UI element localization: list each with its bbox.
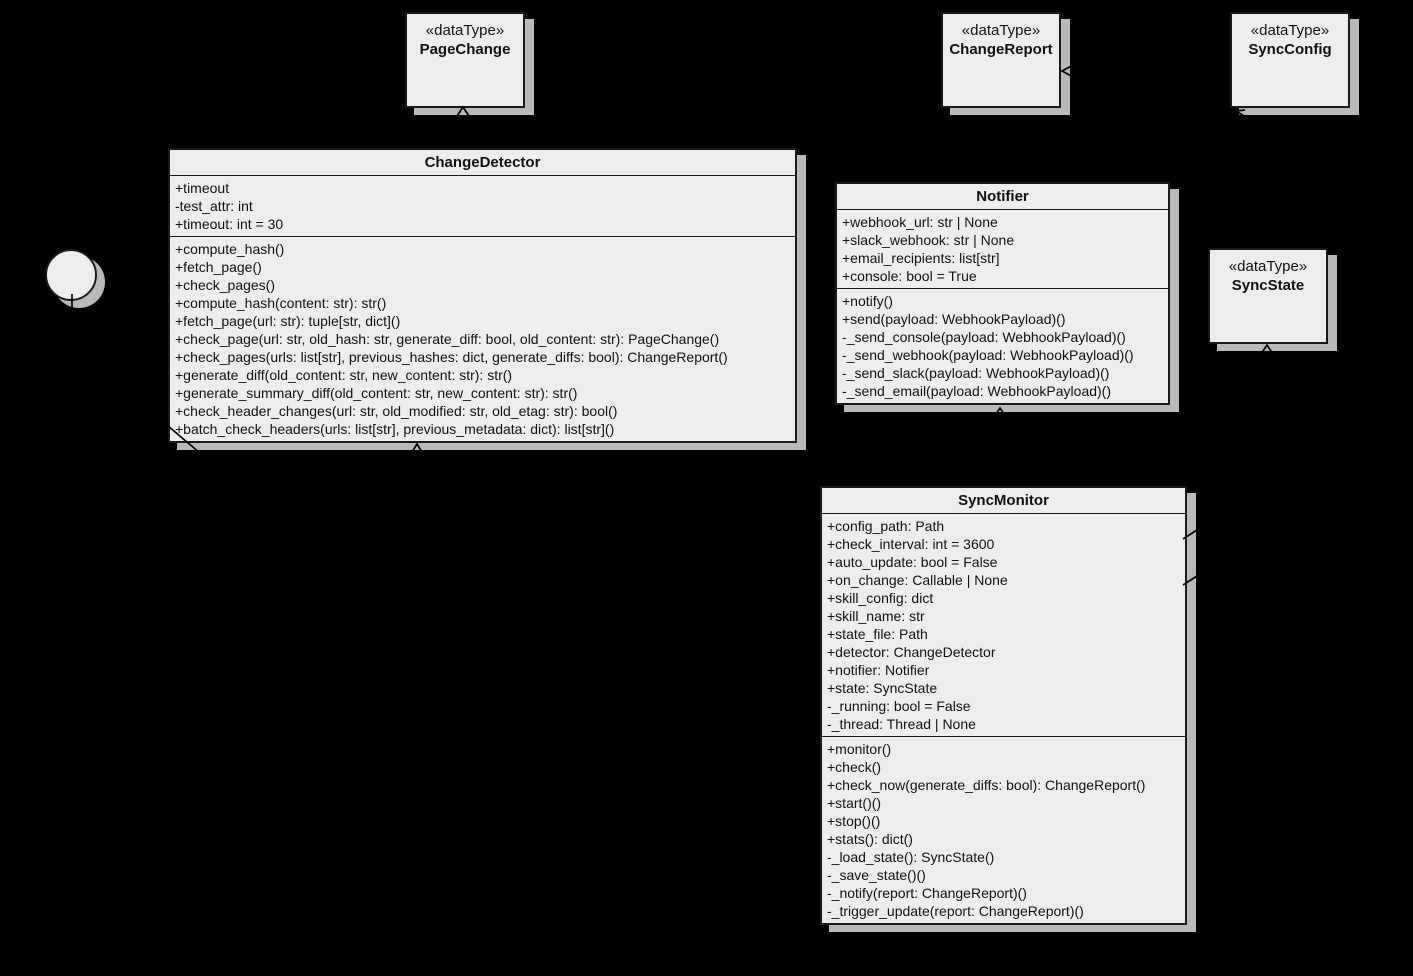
datatype-pagechange[interactable] <box>405 12 525 108</box>
attributes-compartment <box>822 514 1185 736</box>
datatype-syncconfig[interactable] <box>1230 12 1350 108</box>
member-line: -_running: bool = False <box>827 698 971 714</box>
member-line: +stats(): dict() <box>827 831 913 847</box>
member-line: +check_page(url: str, old_hash: str, generate_diff: bool, old_content: str): PageChange() <box>175 331 720 347</box>
member-line: +notifier: Notifier <box>827 662 930 678</box>
member-line: +console: bool = True <box>842 268 977 284</box>
member-line: -_notify(report: ChangeReport)() <box>827 885 1027 901</box>
member-line: +slack_webhook: str | None <box>842 232 1015 248</box>
member-line: +state_file: Path <box>827 626 928 642</box>
methods-compartment <box>837 288 1168 403</box>
member-line: +start()() <box>827 795 882 811</box>
member-line: +monitor() <box>827 741 892 757</box>
dependency-arrowhead-icon <box>992 408 1008 420</box>
member-line: +compute_hash(content: str): str() <box>175 295 387 311</box>
member-line: +auto_update: bool = False <box>827 554 998 570</box>
member-line: +skill_name: str <box>827 608 925 624</box>
member-line: +send(payload: WebhookPayload)() <box>842 311 1066 327</box>
member-line: -test_attr: int <box>175 198 253 214</box>
class-title: SyncMonitor <box>822 488 1185 514</box>
dependency-arrowhead-icon <box>409 444 425 457</box>
member-line: +batch_check_headers(urls: list[str], previous_metadata: dict): list[str]() <box>175 421 615 437</box>
class-notifier[interactable] <box>835 182 1170 405</box>
datatype-name: SyncState <box>1231 277 1305 294</box>
member-line: +fetch_page(url: str): tuple[str, dict]() <box>175 313 401 329</box>
member-line: +timeout: int = 30 <box>175 216 284 232</box>
member-line: -_send_console(payload: WebhookPayload)() <box>842 329 1126 345</box>
member-line: -_save_state()() <box>827 867 926 883</box>
member-line: -_send_webhook(payload: WebhookPayload)() <box>842 347 1134 363</box>
dependency-arrowhead-icon <box>455 107 471 119</box>
member-line: +check_now(generate_diffs: bool): ChangeReport() <box>827 777 1146 793</box>
interface-lollipop-circle[interactable] <box>45 249 97 301</box>
datatype-name: SyncConfig <box>1248 41 1332 58</box>
member-line: +on_change: Callable | None <box>827 572 1008 588</box>
member-line: +generate_diff(old_content: str, new_content: str): str() <box>175 367 513 383</box>
member-line: +notify() <box>842 293 893 309</box>
member-line: -_load_state(): SyncState() <box>827 849 995 865</box>
member-line: +generate_summary_diff(old_content: str, new_content: str): str() <box>175 385 578 401</box>
attributes-compartment <box>170 176 795 236</box>
stereotype-label: «dataType» <box>1250 22 1330 39</box>
member-line: +check_pages() <box>175 277 276 293</box>
member-line: +timeout <box>175 180 230 196</box>
attributes-compartment <box>837 210 1168 288</box>
member-line: +webhook_url: str | None <box>842 214 998 230</box>
methods-compartment <box>170 236 795 441</box>
class-syncmonitor[interactable] <box>820 486 1187 925</box>
member-line: +config_path: Path <box>827 518 945 534</box>
class-changedetector[interactable] <box>168 148 797 443</box>
class-title: Notifier <box>837 184 1168 210</box>
member-line: +detector: ChangeDetector <box>827 644 996 660</box>
member-line: +check_interval: int = 3600 <box>827 536 995 552</box>
member-line: +fetch_page() <box>175 259 262 275</box>
member-line: +check() <box>827 759 882 775</box>
member-line: +check_pages(urls: list[str], previous_hashes: dict, generate_diffs: bool): ChangeReport() <box>175 349 728 365</box>
member-line: -_send_email(payload: WebhookPayload)() <box>842 383 1112 399</box>
member-line: +email_recipients: list[str] <box>842 250 1000 266</box>
dependency-arrowhead-icon <box>1236 110 1254 122</box>
member-line: +check_header_changes(url: str, old_modified: str, old_etag: str): bool() <box>175 403 618 419</box>
dependency-arrowhead-icon <box>1062 64 1075 78</box>
dependency-arrowhead-icon <box>1259 345 1275 357</box>
member-line: +skill_config: dict <box>827 590 934 606</box>
stereotype-label: «dataType» <box>1228 258 1308 275</box>
member-line: +compute_hash() <box>175 241 285 257</box>
stereotype-label: «dataType» <box>961 22 1041 39</box>
datatype-name: PageChange <box>419 41 511 58</box>
member-line: +state: SyncState <box>827 680 938 696</box>
stereotype-label: «dataType» <box>425 22 505 39</box>
datatype-changereport[interactable] <box>941 12 1061 108</box>
methods-compartment <box>822 736 1185 923</box>
member-line: +stop()() <box>827 813 881 829</box>
datatype-name: ChangeReport <box>949 41 1053 58</box>
member-line: -_send_slack(payload: WebhookPayload)() <box>842 365 1110 381</box>
class-title: ChangeDetector <box>170 150 795 176</box>
datatype-syncstate[interactable] <box>1208 248 1328 344</box>
member-line: -_trigger_update(report: ChangeReport)() <box>827 903 1084 919</box>
member-line: -_thread: Thread | None <box>827 716 976 732</box>
